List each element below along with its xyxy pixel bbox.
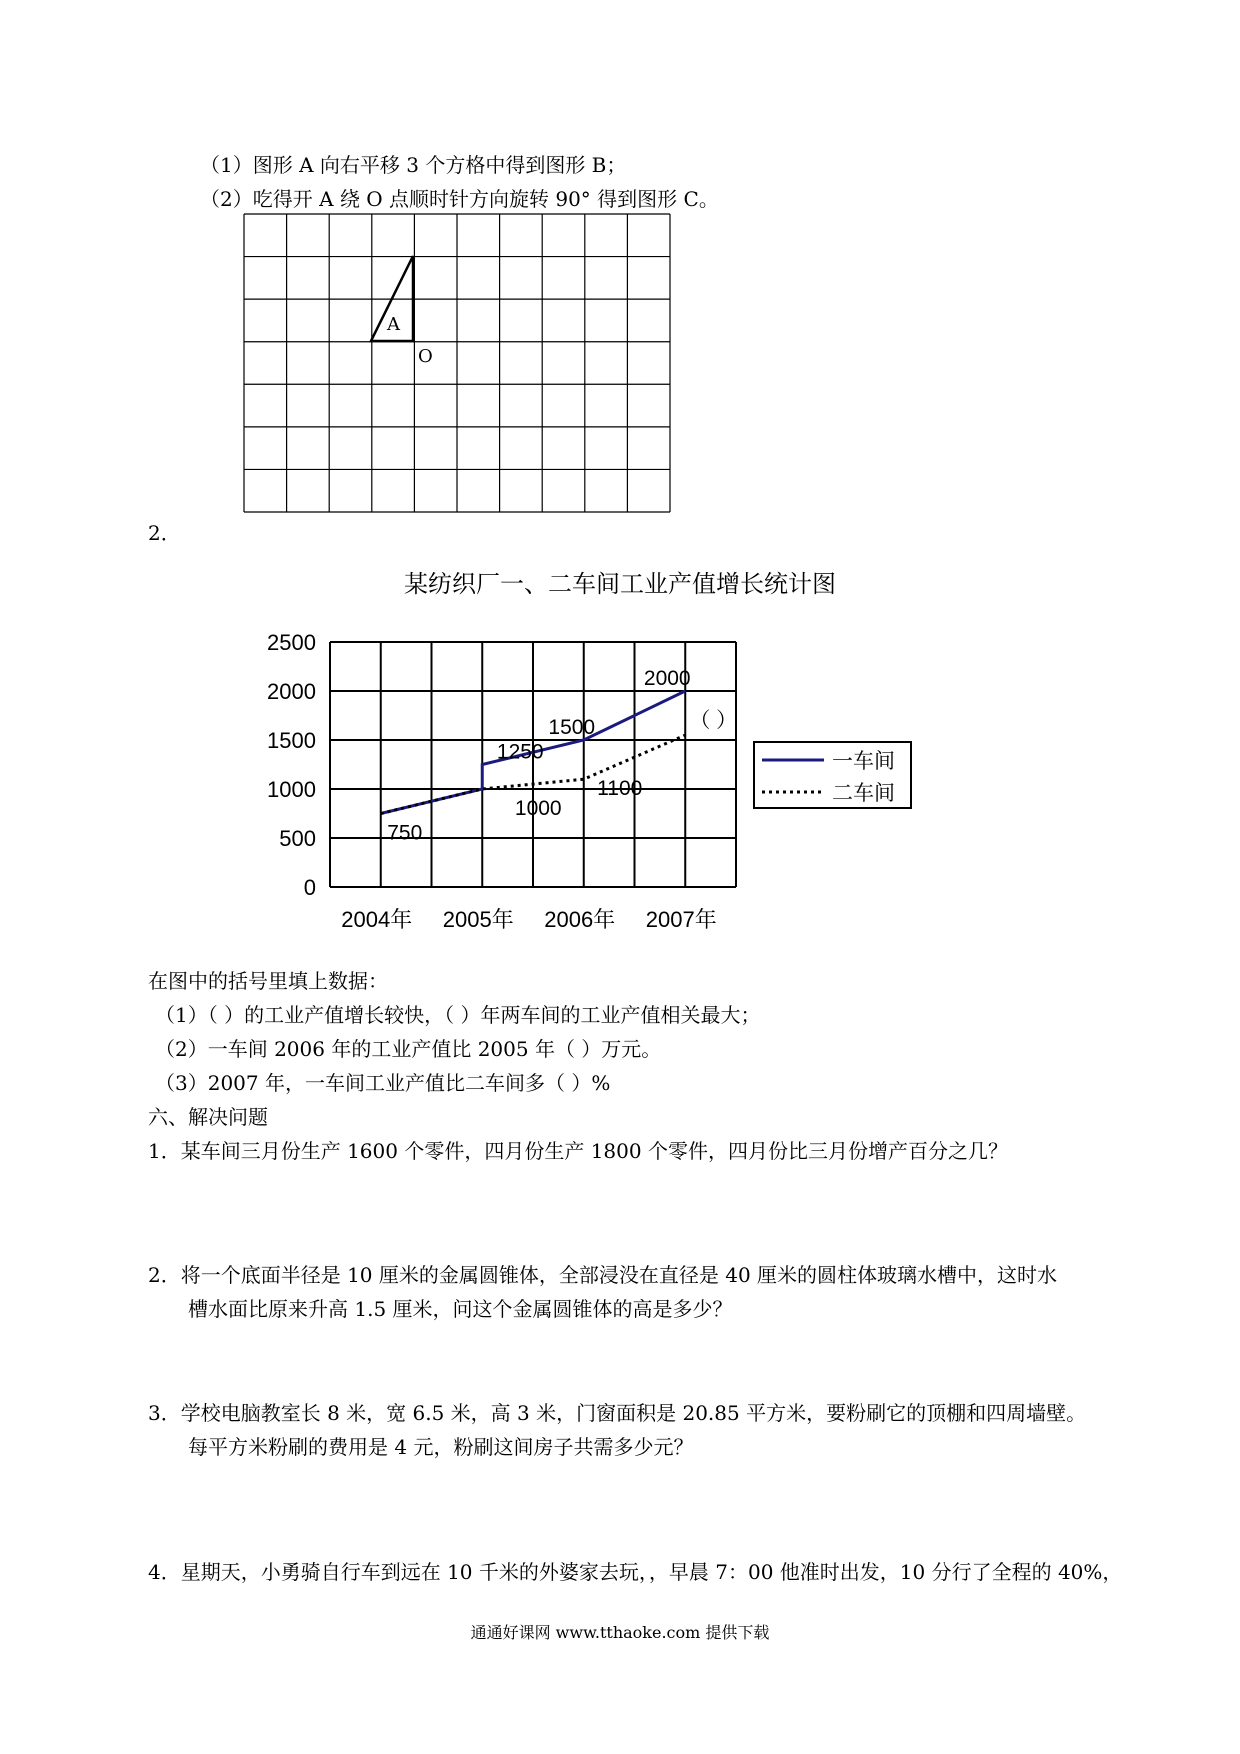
y-tick-label: 1000 [267,777,316,802]
data-label: 1500 [548,716,596,739]
legend-label: 一车间 [832,749,895,773]
line-chart [250,620,950,940]
x-tick-label: 2005年 [442,907,514,932]
y-tick-label: 2500 [267,630,316,655]
problem-2-line-1: 2．将一个底面半径是 10 厘米的金属圆锥体，全部浸没在直径是 40 厘米的圆柱体玻璃水槽中，这时水 [148,1263,1058,1287]
y-tick-label: 0 [303,875,316,900]
grid-canvas [243,213,671,513]
y-tick-label: 1500 [267,728,316,753]
problem-3-line-1: 3．学校电脑教室长 8 米，宽 6.5 米，高 3 米，门窗面积是 20.85 平方米，要粉刷它的顶棚和四周墙壁。 [148,1401,1087,1425]
chart-instruction: 在图中的括号里填上数据： [148,969,388,993]
data-label: 1100 [597,777,643,801]
chart-legend [754,742,911,808]
pivot-label: O [418,346,433,367]
grid-lines [244,214,670,512]
translation-question-1: （1）图形 A 向右平移 3 个方格中得到图形 B； [200,153,627,177]
page-footer: 通通好课网 www.tthaoke.com 提供下载 [470,1623,770,1642]
data-label: 1250 [496,740,544,764]
x-tick-label: 2004年 [341,907,413,932]
section-6-title: 六、解决问题 [148,1105,268,1129]
chart-question-3: （3）2007 年，一车间工业产值比二车间多（ ）% [155,1071,611,1095]
translation-question-2: （2）吃得开 A 绕 O 点顺时针方向旋转 90° 得到图形 C。 [200,187,719,211]
data-label: 2000 [643,667,691,690]
x-tick-label: 2006年 [544,907,616,932]
y-tick-label: 2000 [267,679,316,704]
x-tick-label: 2007年 [645,907,717,932]
data-label: 1000 [514,797,562,820]
x-axis-ticks [341,907,716,932]
chart-title: 某纺织厂一、二车间工业产值增长统计图 [404,570,836,598]
legend-label: 二车间 [832,781,895,805]
chart-question-2: （2）一车间 2006 年的工业产值比 2005 年（ ）万元。 [155,1037,662,1061]
problem-4: 4．星期天，小勇骑自行车到远在 10 千米的外婆家去玩，，早晨 7：00 他准时出发，10 分行了全程的 40%， [148,1560,1123,1584]
problem-3-line-2: 每平方米粉刷的费用是 4 元，粉刷这间房子共需多少元？ [188,1435,694,1459]
data-label: 750 [387,821,423,845]
chart-question-1: （1）（ ）的工业产值增长较快，（ ）年两车间的工业产值相关最大； [155,1003,761,1027]
triangle-label: A [387,314,400,335]
problem-1: 1．某车间三月份生产 1600 个零件，四月份生产 1800 个零件，四月份比三月份增产百分之几？ [148,1139,1008,1163]
blank-answer-label: （ ） [689,709,738,733]
problem-2-line-2: 槽水面比原来升高 1.5 厘米，问这个金属圆锥体的高是多少？ [188,1297,733,1321]
y-tick-label: 500 [279,826,316,851]
y-axis-ticks [267,630,316,900]
square-grid [243,213,671,513]
section-number: 2． [148,521,181,545]
